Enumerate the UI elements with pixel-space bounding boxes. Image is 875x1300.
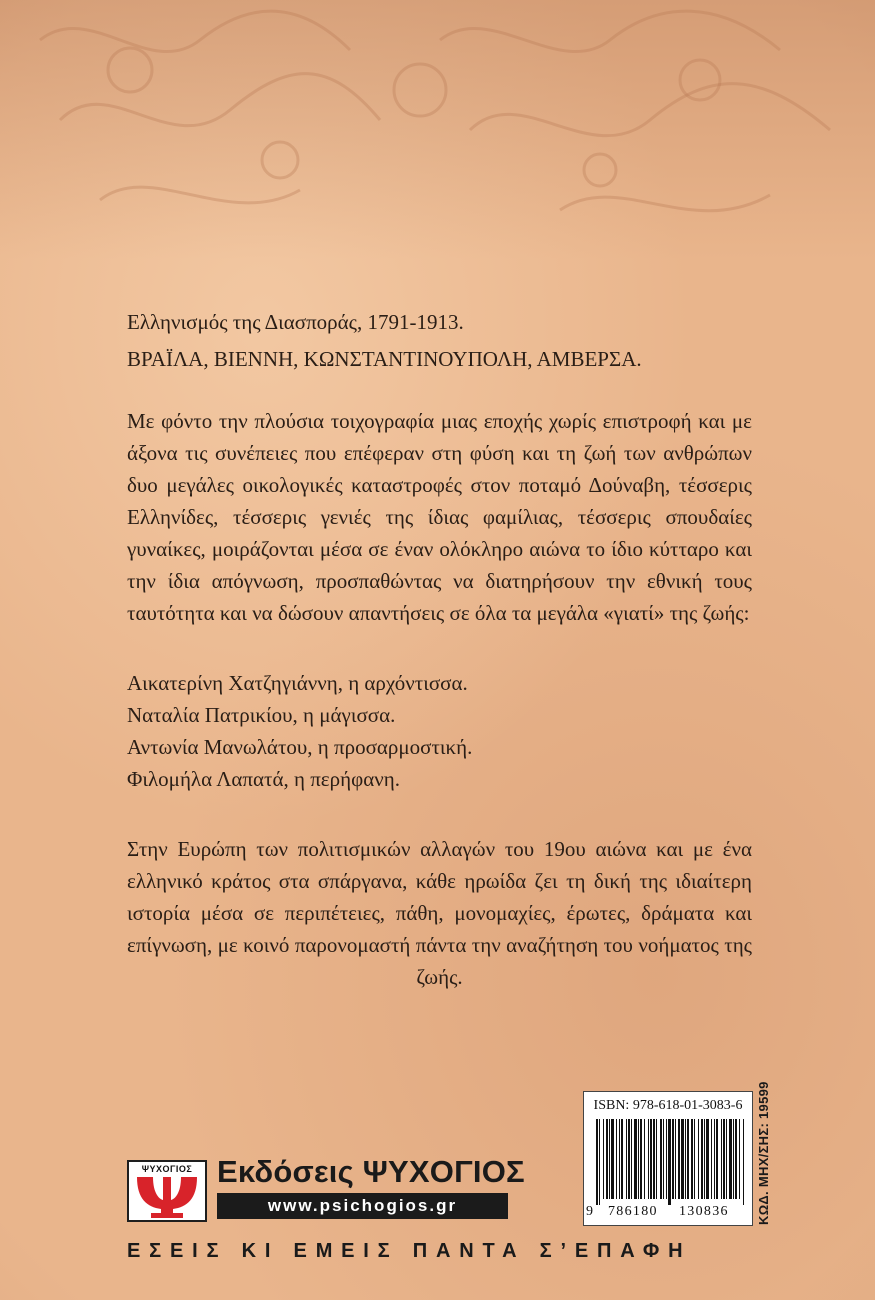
publisher-code: ΚΩΔ. ΜΗΧ/ΣΗΣ: 19599 xyxy=(756,1081,771,1225)
back-cover-blurb xyxy=(127,306,752,993)
barcode-digits-right: 130836 xyxy=(679,1204,729,1219)
heroine-1: Αικατερίνη Χατζηγιάννη, η αρχόντισσα. xyxy=(127,671,468,695)
psi-icon xyxy=(133,1175,201,1219)
publisher-url[interactable]: www.psichogios.gr xyxy=(217,1193,508,1219)
isbn-barcode-box xyxy=(583,1091,753,1226)
publisher-tagline: ΕΣΕΙΣ ΚΙ ΕΜΕΙΣ ΠΑΝΤΑ Σ’ΕΠΑΦΗ xyxy=(127,1240,692,1262)
heroines-list xyxy=(127,667,752,795)
heroine-2: Ναταλία Πατρικίου, η μάγισσα. xyxy=(127,703,396,727)
barcode-digits-left: 786180 xyxy=(608,1204,658,1219)
barcode-icon xyxy=(594,1119,746,1205)
publisher-name: Εκδόσεις ΨΥΧΟΓΙΟΣ xyxy=(217,1154,525,1189)
intro xyxy=(127,306,752,375)
intro-cities: ΒΡΑΪΛΑ, ΒΙΕΝΝΗ, ΚΩΝΣΤΑΝΤΙΝΟΥΠΟΛΗ, ΑΜΒΕΡΣΑ. xyxy=(127,347,642,371)
heroine-3: Αντωνία Μανωλάτου, η προσαρμοστική. xyxy=(127,735,473,759)
barcode-digit-first: 9 xyxy=(586,1204,593,1219)
isbn-number: ISBN: 978-618-01-3083-6 xyxy=(593,1098,743,1113)
logo-text: ΨΥΧΟΓΙΟΣ xyxy=(141,1164,193,1174)
synopsis-paragraph-1: Με φόντο την πλούσια τοιχογραφία μιας εποχής χωρίς επιστροφή και με άξονα τις συνέπειες που επέφεραν στη φύση και τη ζωή των ανθρώπων δυο μεγάλες οικολογικές καταστροφές στον ποταμό Δούναβη, τέσσερις Ελληνίδες, τέσσερις γενιές της ίδιας φαμίλιας, τέσσερις σπουδαίες γυναίκες, μοιράζονται μέσα σε έναν ολόκληρο αιώνα το ίδιο κύτταρο και την ίδια απόγνωση, προσπαθώντας να διατηρήσουν την εθνική τους ταυτότητα και να δώσουν απαντήσεις σε όλα τα μεγάλα «γιατί» της ζωής: xyxy=(127,409,752,625)
synopsis-paragraph-2: Στην Ευρώπη των πολιτισμικών αλλαγών του 19ου αιώνα και με ένα ελληνικό κράτος στα σπάργανα, κάθε ηρωίδα ζει τη δική της ιδιαίτερη ιστορία μέσα σε περιπέτειες, πάθη, μονομαχίες, έρωτες, δράματα και επίγνωση, με κοινό παρονομαστή πάντα την αναζήτηση του νοήματος της ζωής. xyxy=(127,837,752,989)
publisher-logo xyxy=(127,1160,207,1222)
heroine-4: Φιλομήλα Λαπατά, η περήφανη. xyxy=(127,767,400,791)
intro-period: Ελληνισμός της Διασποράς, 1791-1913. xyxy=(127,310,464,334)
ornamental-pattern xyxy=(0,0,875,260)
